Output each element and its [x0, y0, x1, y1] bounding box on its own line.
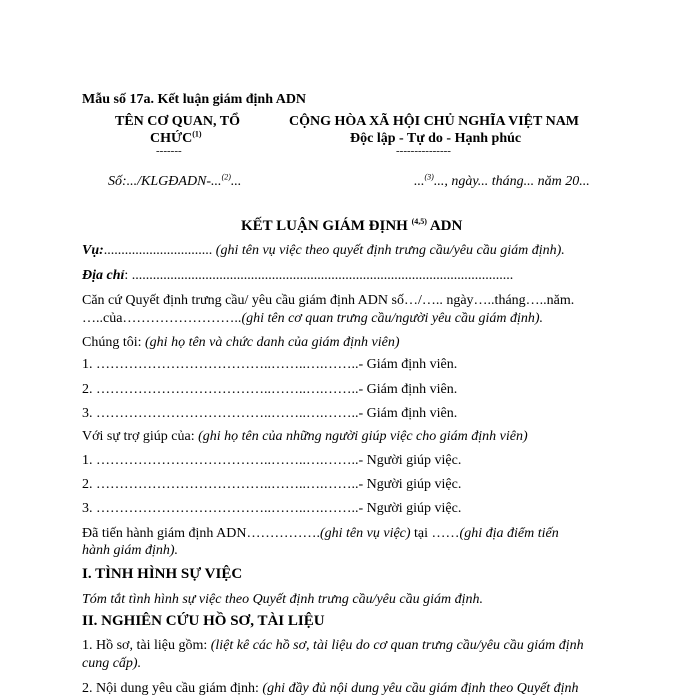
org-divider: ------- — [156, 145, 182, 157]
basis-line2: …..của……………………..(ghi tên cơ quan trưng cầu/người yêu cầu giám định). — [82, 311, 544, 326]
national-title: CỘNG HÒA XÃ HỘI CHỦ NGHĨA VIỆT NAM — [289, 114, 580, 129]
case-line: Vụ:............................... (ghi tên vụ việc theo quyết định trưng cầu/yêu cầu giám định). — [82, 243, 565, 258]
conducted-line2: hành giám định). — [82, 543, 179, 558]
place-date: ...$^{(3)}$..., ngày... tháng... năm 20... — [414, 172, 590, 189]
expert-item-3: 3. ………………………………..……..….……..- Giám định viên. — [82, 406, 458, 421]
section2-item2: 2. Nội dung yêu cầu giám định: (ghi đầy đủ nội dung yêu cầu giám định theo Quyết định — [82, 681, 579, 696]
assistants-lead: Với sự trợ giúp của: (ghi họ tên của những người giúp việc cho giám định viên) — [82, 429, 528, 444]
conducted-line1: Đã tiến hành giám định ADN…………….(ghi tên vụ việc) tại ……(ghi địa điểm tiến — [82, 526, 559, 541]
assistant-item-1: 1. ………………………………..……..….……..- Người giúp việc. — [82, 453, 462, 468]
motto-divider: --------------- — [396, 145, 451, 157]
section2-item1: 1. Hồ sơ, tài liệu gồm: (liệt kê các hồ sơ, tài liệu do cơ quan trưng cầu/yêu cầu giám định — [82, 638, 584, 653]
document-number: Số:.../KLGĐADN-...$^{(2)}$... — [108, 172, 242, 189]
org-name-line2: CHỨC$^{(1)}$ — [150, 129, 202, 146]
section2-item1-cont: cung cấp). — [82, 656, 142, 671]
address-line: Địa chỉ: ............................................................................................................. — [82, 268, 514, 283]
org-name-line1: TÊN CƠ QUAN, TỔ — [115, 114, 240, 129]
expert-item-2: 2. ………………………………..……..….……..- Giám định viên. — [82, 382, 458, 397]
form-title: Mẫu số 17a. Kết luận giám định ADN — [82, 92, 307, 107]
section1-heading: I. TÌNH HÌNH SỰ VIỆC — [82, 566, 243, 582]
assistant-item-3: 3. ………………………………..……..….……..- Người giúp việc. — [82, 501, 462, 516]
expert-item-1: 1. ………………………………..……..….……..- Giám định viên. — [82, 357, 458, 372]
section1-text: Tóm tắt tình hình sự việc theo Quyết định trưng cầu/yêu cầu giám định. — [82, 592, 483, 607]
national-motto: Độc lập - Tự do - Hạnh phúc — [350, 131, 522, 146]
experts-lead: Chúng tôi: (ghi họ tên và chức danh của giám định viên) — [82, 335, 400, 350]
assistant-item-2: 2. ………………………………..……..….……..- Người giúp việc. — [82, 477, 462, 492]
section2-heading: II. NGHIÊN CỨU HỒ SƠ, TÀI LIỆU — [82, 613, 325, 629]
basis-line1: Căn cứ Quyết định trưng cầu/ yêu cầu giám định ADN số…/….. ngày…..tháng…..năm. — [82, 293, 575, 308]
document-title: KẾT LUẬN GIÁM ĐỊNH $^{(4,5)}$ ADN — [241, 217, 463, 234]
